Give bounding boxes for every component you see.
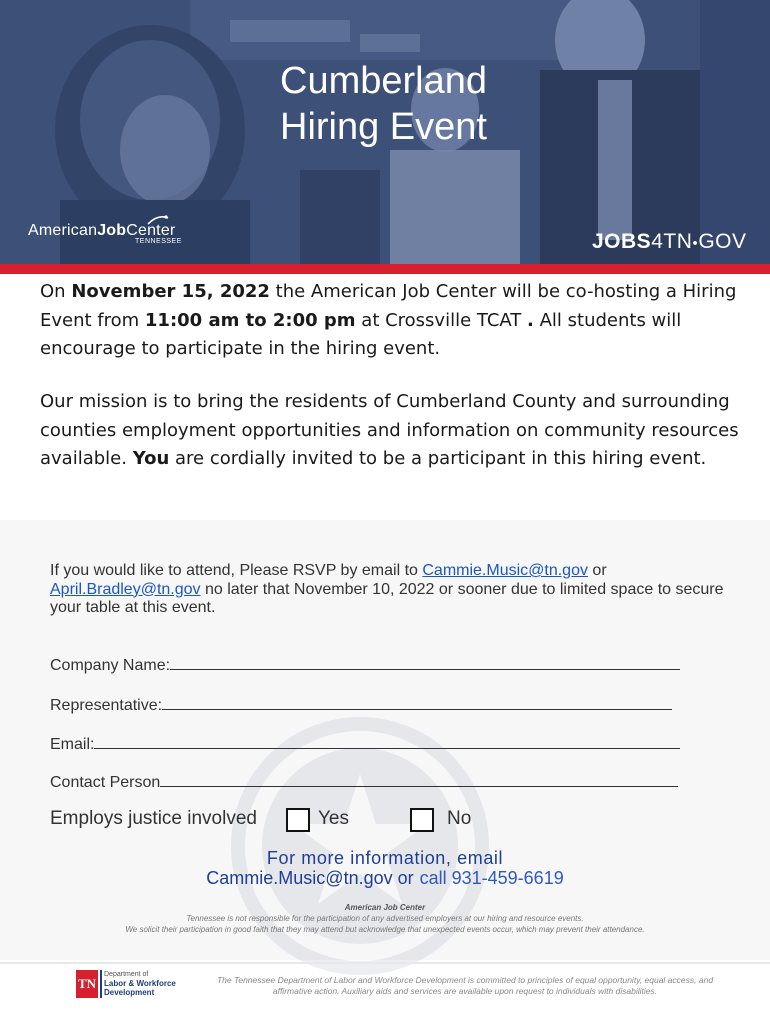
mission-you: You [132,448,170,469]
company-name-field[interactable] [50,656,700,675]
intro-paragraph [40,278,740,364]
rsvp-email-april-link[interactable]: April.Bradley@tn.gov [50,580,201,598]
intro-text-c: at Crossville TCAT [355,309,528,331]
ajc-logo-state: TENNESSEE [135,238,182,245]
event-title [280,58,580,150]
disclaimer-title: American Job Center [344,903,426,912]
intro-text-d: All students will encourage to participate in the hiring event. [40,309,682,359]
no-checkbox[interactable] [410,808,434,832]
rsvp-email-cammie-link[interactable]: Cammie.Music@tn.gov [422,562,588,579]
jobs-logo-tld: GOV [698,230,747,253]
ajc-logo-bold: Job [97,222,127,239]
footer-divider [0,962,770,964]
email-field[interactable] [50,735,700,754]
contact-person-blank[interactable] [160,773,678,787]
header-banner [0,0,770,266]
contact-person-field[interactable] [50,773,700,792]
jobs4tn-logo [592,230,747,254]
swoosh-icon [146,214,170,226]
ajc-logo-prefix: American [28,222,98,239]
yes-checkbox[interactable] [286,808,310,832]
dept-name-line2: Development [104,988,155,997]
yes-label: Yes [318,808,349,829]
email-label: Email: [50,736,95,753]
event-title-line1: Cumberland [280,60,487,102]
jobs-logo-rest: 4TN [651,230,693,253]
company-name-blank[interactable] [170,656,680,670]
representative-blank[interactable] [162,696,672,710]
tn-logo-bar [100,970,102,998]
intro-dot: . [527,309,534,331]
no-label: No [447,808,472,829]
accent-red-bar [0,264,770,274]
rsvp-text-c: no later that November 10, 2022 or sooner due to limited space to secure your table at this event. [50,580,724,616]
representative-field[interactable] [50,696,700,715]
mission-paragraph [40,388,740,474]
tennessee-seal-watermark [230,716,490,976]
american-job-center-logo [28,222,182,245]
tn-logo-text [104,970,176,997]
dept-name-line1: Labor & Workforce [104,979,176,988]
jobs-logo-dot: ● [692,237,699,248]
contact-person-label: Contact Person [50,774,161,791]
rsvp-text-b: or [587,562,607,579]
company-name-label: Company Name: [50,657,171,674]
representative-label: Representative: [50,697,163,714]
more-info-line: For more information, email [266,848,504,868]
tn-badge: TN [76,970,98,998]
contact-info-line [0,868,770,889]
equal-opportunity-note: The Tennessee Department of Labor and Workforce Development is committed to principles of equal opportunity, equal access, and affirmative action. Auxiliary aids and services are available upon request to individuals with disabilities. [216,975,714,996]
info-email[interactable]: Cammie.Music@tn.gov or [206,868,414,888]
info-phone: call 931-459-6619 [419,868,564,888]
disclaimer-line2: We solicit their participation in good faith that they may attend but acknowledge that unexpected events occur, which may prevent their attendance. [125,925,645,934]
disclaimer-line1: Tennessee is not responsible for the participation of any advertised employers at our hiring and resource events. [186,914,584,923]
mission-text-b: are cordially invited to be a participant in this hiring event. [169,448,707,469]
dept-line: Department of [104,971,149,978]
mission-text-a: Our mission is to bring the residents of Cumberland County and surrounding counties employment opportunities and information on community resources available. [40,391,739,469]
email-blank[interactable] [94,735,680,749]
intro-text-b: the American Job Center will be co-hosting a Hiring Event from [40,281,737,331]
tn-labor-workforce-logo [76,970,176,1004]
jobs-logo-bold: JOBS [592,230,652,253]
event-time: 11:00 am to 2:00 pm [144,309,356,331]
ajc-logo-suffix: Center [126,222,176,239]
intro-text-a: On [40,281,72,302]
event-title-line2: Hiring Event [280,106,487,148]
justice-involved-label: Employs justice involved [50,808,257,829]
event-date: November 15, 2022 [71,281,270,302]
rsvp-instructions [50,562,730,618]
rsvp-text-a: If you would like to attend, Please RSVP by email to [50,562,423,579]
